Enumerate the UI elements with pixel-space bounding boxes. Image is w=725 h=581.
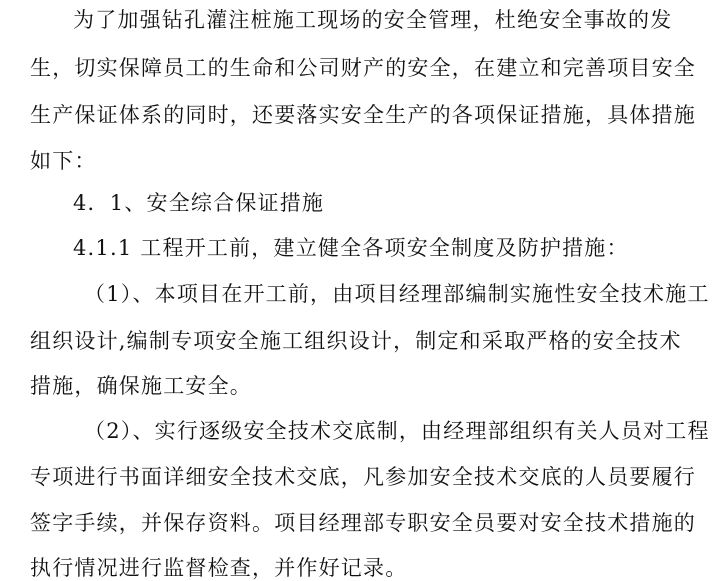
section-heading: 4．1、安全综合保证措施	[73, 191, 325, 215]
item-1-line-2: 组织设计,编制专项安全施工组织设计，制定和采取严格的安全技术	[30, 329, 682, 353]
intro-line-3: 生产保证体系的同时，还要落实安全生产的各项保证措施，具体措施	[30, 103, 696, 127]
intro-line-2: 生，切实保障员工的生命和公司财产的安全，在建立和完善项目安全	[30, 56, 696, 80]
item-2-line-3: 签字手续，并保存资料。项目经理部专职安全员要对安全技术措施的	[30, 511, 696, 535]
intro-line-1: 为了加强钻孔灌注桩施工现场的安全管理，杜绝安全事故的发	[73, 8, 673, 32]
intro-line-4: 如下：	[30, 149, 97, 173]
item-2-line-2: 专项进行书面详细安全技术交底，凡参加安全技术交底的人员要履行	[30, 465, 696, 489]
item-2-line-1: （2）、实行逐级安全技术交底制，由经理部组织有关人员对工程	[84, 419, 710, 443]
subsection-heading: 4.1.1 工程开工前，建立健全各项安全制度及防护措施：	[73, 236, 629, 260]
item-2-line-4: 执行情况进行监督检查，并作好记录。	[30, 556, 408, 580]
item-1-line-1: （1）、本项目在开工前，由项目经理部编制实施性安全技术施工	[84, 282, 710, 306]
item-1-line-3: 措施，确保施工安全。	[30, 374, 252, 398]
